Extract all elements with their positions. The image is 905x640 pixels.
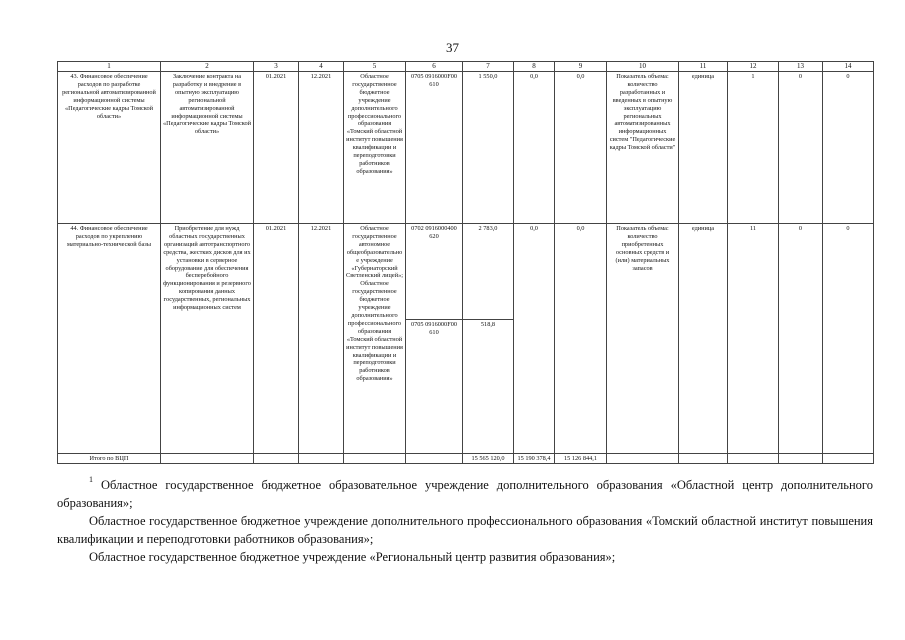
column-header: 5: [344, 62, 406, 72]
amount-2021: 1 550,0: [463, 72, 514, 224]
executor: Областное государственное бюджетное учреждение дополнительного профессионального образования «Томский областной институт повышения квалификации и переподготовки работников образования»: [344, 72, 406, 224]
column-header: 7: [463, 62, 514, 72]
total-amount-2021: 15 565 120,0: [463, 454, 514, 464]
budget-code: 0702 0916000400 620: [406, 224, 463, 320]
activity-description: Приобретение для нужд областных государственных организаций автотранспортного средства, жестких дисков для их установки в серверное оборудование для обеспечения бесперебойного функционирования и резервного копирования данных государственных, региональных информационных систем: [161, 224, 254, 454]
total-row: [58, 454, 874, 464]
table-header-row: [58, 62, 874, 72]
footnote-paragraph: Областное государственное бюджетное учреждение «Региональный центр развития образования»;: [89, 550, 616, 564]
start-date: 01.2021: [254, 224, 299, 454]
amount-2021: 2 783,0: [463, 224, 514, 320]
value-2023: 0: [823, 224, 874, 454]
column-header: 3: [254, 62, 299, 72]
footnote-marker: 1: [89, 475, 93, 484]
value-2023: 0: [823, 72, 874, 224]
page-number: 37: [446, 40, 459, 55]
value-2022: 0: [779, 224, 823, 454]
amount-2022: 0,0: [514, 224, 555, 454]
indicator: Показатель объема: количество приобретенных основных средств и (или) материальных запасов: [607, 224, 679, 454]
budget-code: 0705 0916000F00 610: [406, 320, 463, 454]
measure-name: 44. Финансовое обеспечение расходов по укреплению материально-технической базы: [58, 224, 161, 454]
table-row: [58, 224, 874, 320]
column-header: 11: [679, 62, 728, 72]
amount-2023: 0,0: [555, 72, 607, 224]
value-2021: 1: [728, 72, 779, 224]
column-header: 6: [406, 62, 463, 72]
start-date: 01.2021: [254, 72, 299, 224]
measure-name: 43. Финансовое обеспечение расходов по разработке региональной автоматизированной информационной системы «Педагогические кадры Томской области»: [58, 72, 161, 224]
end-date: 12.2021: [299, 224, 344, 454]
executor: Областное государственное автономное общеобразовательное учреждение «Губернаторский Светленский лицей»; Областное государственное бюджетное учреждение дополнительного профессионального образования «Томский областной институт повышения квалификации и переподготовки работников образования»: [344, 224, 406, 454]
column-header: 8: [514, 62, 555, 72]
column-header: 10: [607, 62, 679, 72]
column-header: 14: [823, 62, 874, 72]
column-header: 12: [728, 62, 779, 72]
footnotes: [57, 476, 873, 566]
column-header: 9: [555, 62, 607, 72]
total-label: Итого по ВЦП: [58, 454, 161, 464]
amount-2022: 0,0: [514, 72, 555, 224]
unit: единица: [679, 224, 728, 454]
total-amount-2022: 15 190 378,4: [514, 454, 555, 464]
column-header: 1: [58, 62, 161, 72]
amount-2021: 518,8: [463, 320, 514, 454]
indicator: Показатель объема: количество разработанных и введенных в опытную эксплуатацию региональных автоматизированных информационных систем "Педагогические кадры Томской области": [607, 72, 679, 224]
column-header: 13: [779, 62, 823, 72]
table-row: [58, 72, 874, 224]
column-header: 2: [161, 62, 254, 72]
footnote-paragraph: $^1$ Областное государственное бюджетное образовательное учреждение дополнительного образования «Областной центр дополнительного образования»;: [57, 475, 873, 510]
value-2022: 0: [779, 72, 823, 224]
column-header: 4: [299, 62, 344, 72]
activity-description: Заключение контракта на разработку и внедрение в опытную эксплуатацию региональной автоматизированной информационной системы «Педагогические кадры Томской области»: [161, 72, 254, 224]
budget-code: 0705 0916000F00 610: [406, 72, 463, 224]
footnote-paragraph: Областное государственное бюджетное учреждение дополнительного профессионального образования «Томский областной институт повышения квалификации и переподготовки работников образования»;: [57, 514, 873, 546]
end-date: 12.2021: [299, 72, 344, 224]
unit: единица: [679, 72, 728, 224]
value-2021: 11: [728, 224, 779, 454]
total-amount-2023: 15 126 844,1: [555, 454, 607, 464]
budget-table: [57, 61, 874, 464]
amount-2023: 0,0: [555, 224, 607, 454]
